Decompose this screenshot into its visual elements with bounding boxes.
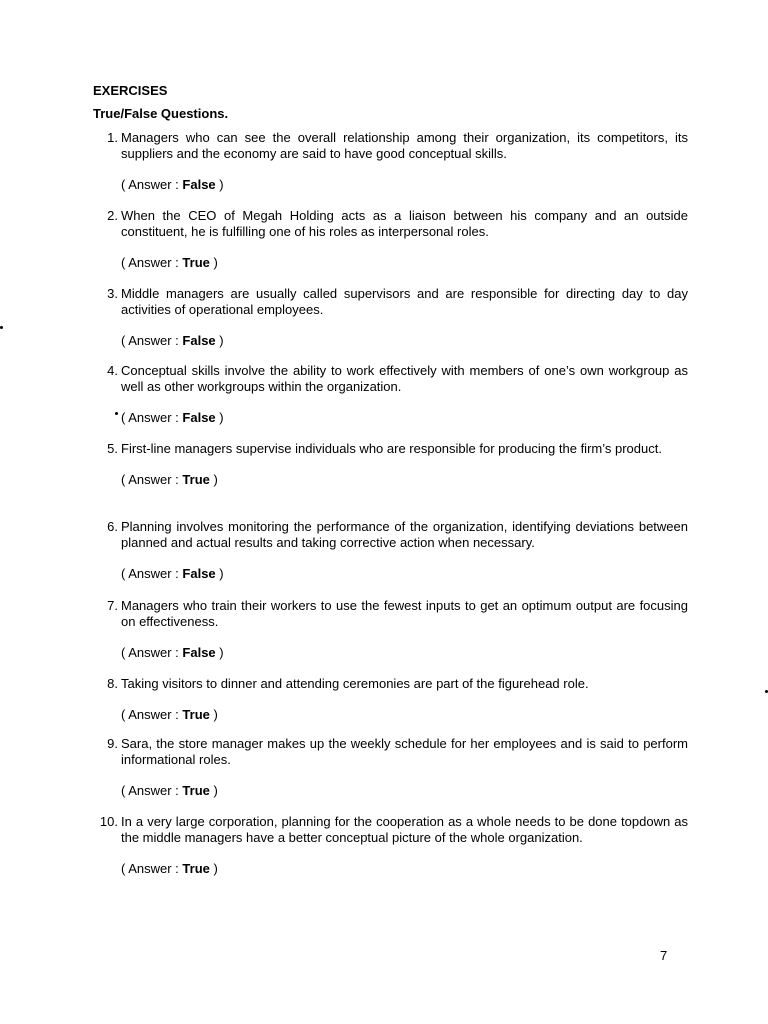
answer-prefix: ( Answer : xyxy=(121,177,179,192)
question-number: 10. xyxy=(99,814,118,829)
answer-value: True xyxy=(182,255,210,270)
answer-value: False xyxy=(182,177,216,192)
question-number: 8. xyxy=(107,676,118,691)
answer-value: True xyxy=(182,783,210,798)
question-number: 5. xyxy=(107,441,118,456)
question-number: 3. xyxy=(107,286,118,301)
question-text: Middle managers are usually called supervisors and are responsible for directing day to day activities of operational employees. xyxy=(121,286,688,317)
answer-suffix: ) xyxy=(213,255,218,270)
question-text: In a very large corporation, planning for the cooperation as a whole needs to be done topdown as the middle managers have a better conceptual picture of the whole organization. xyxy=(121,814,688,845)
answer-value: False xyxy=(182,645,216,660)
question-item xyxy=(96,676,688,723)
answer-suffix: ) xyxy=(219,177,224,192)
question-text: Taking visitors to dinner and attending ceremonies are part of the figurehead role. xyxy=(121,676,589,691)
answer-value: True xyxy=(182,861,210,876)
answer-line xyxy=(121,333,688,349)
answer-value: True xyxy=(182,472,210,487)
question-item xyxy=(96,598,688,661)
exercises-heading: EXERCISES xyxy=(93,83,168,98)
question-number: 2. xyxy=(107,208,118,223)
answer-prefix: ( Answer : xyxy=(121,645,179,660)
scan-speck xyxy=(115,412,118,415)
answer-value: False xyxy=(182,410,216,425)
page-number: 7 xyxy=(660,948,668,963)
answer-line xyxy=(121,566,688,582)
question-item xyxy=(96,519,688,582)
question-text: Managers who can see the overall relationship among their organization, its competitors, its suppliers and the economy are said to have good conceptual skills. xyxy=(121,130,688,161)
question-number: 7. xyxy=(107,598,118,613)
answer-line xyxy=(121,472,688,488)
answer-prefix: ( Answer : xyxy=(121,707,179,722)
answer-prefix: ( Answer : xyxy=(121,783,179,798)
question-number: 6. xyxy=(107,519,118,534)
answer-value: False xyxy=(182,333,216,348)
scan-speck xyxy=(0,326,3,329)
answer-line xyxy=(121,255,688,271)
question-item xyxy=(96,736,688,799)
answer-prefix: ( Answer : xyxy=(121,410,179,425)
question-item xyxy=(96,208,688,271)
question-text: When the CEO of Megah Holding acts as a liaison between his company and an outside constituent, he is fulfilling one of his roles as interpersonal roles. xyxy=(121,208,688,239)
question-item xyxy=(96,441,688,488)
question-item xyxy=(96,814,688,877)
question-number: 9. xyxy=(107,736,118,751)
question-text: Conceptual skills involve the ability to work effectively with members of one’s own workgroup as well as other workgroups within the organization. xyxy=(121,363,688,394)
answer-suffix: ) xyxy=(213,783,218,798)
answer-suffix: ) xyxy=(219,410,224,425)
answer-suffix: ) xyxy=(219,566,224,581)
question-text: Managers who train their workers to use the fewest inputs to get an optimum output are focusing on effectiveness. xyxy=(121,598,688,629)
answer-suffix: ) xyxy=(213,472,218,487)
answer-value: False xyxy=(182,566,216,581)
question-item xyxy=(96,286,688,349)
answer-suffix: ) xyxy=(219,645,224,660)
answer-prefix: ( Answer : xyxy=(121,566,179,581)
answer-prefix: ( Answer : xyxy=(121,333,179,348)
question-number: 4. xyxy=(107,363,118,378)
answer-line xyxy=(121,645,688,661)
question-item xyxy=(96,363,688,426)
answer-prefix: ( Answer : xyxy=(121,472,179,487)
question-text: Sara, the store manager makes up the weekly schedule for her employees and is said to perform informational roles. xyxy=(121,736,688,767)
answer-line xyxy=(121,410,688,426)
answer-line xyxy=(121,177,688,193)
answer-value: True xyxy=(182,707,210,722)
answer-line xyxy=(121,707,688,723)
answer-line xyxy=(121,783,688,799)
answer-suffix: ) xyxy=(213,707,218,722)
question-number: 1. xyxy=(107,130,118,145)
true-false-subheading: True/False Questions. xyxy=(93,106,229,121)
answer-suffix: ) xyxy=(213,861,218,876)
question-text: Planning involves monitoring the performance of the organization, identifying deviations between planned and actual results and taking corrective action when necessary. xyxy=(121,519,688,550)
answer-prefix: ( Answer : xyxy=(121,255,179,270)
question-text: First-line managers supervise individuals who are responsible for producing the firm’s product. xyxy=(121,441,662,456)
question-item xyxy=(96,130,688,193)
answer-line xyxy=(121,861,688,877)
answer-suffix: ) xyxy=(219,333,224,348)
answer-prefix: ( Answer : xyxy=(121,861,179,876)
